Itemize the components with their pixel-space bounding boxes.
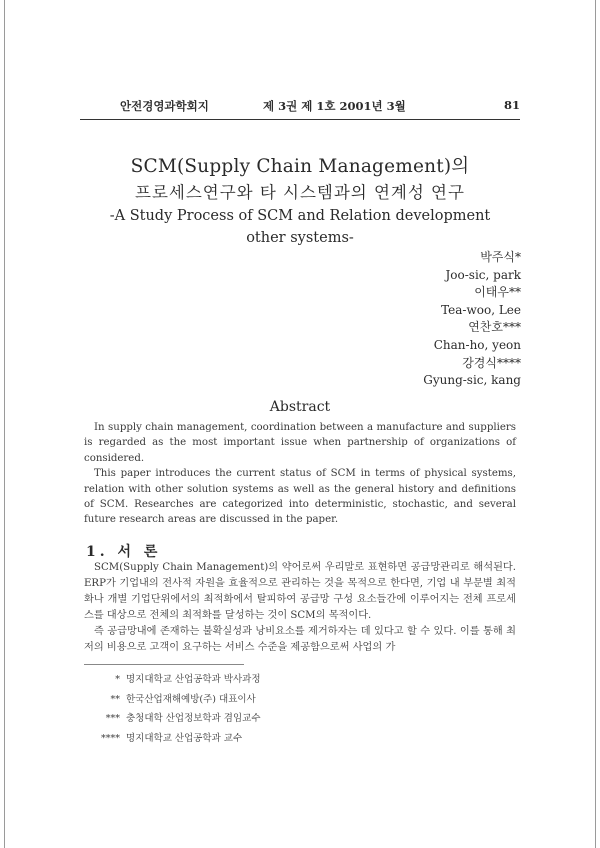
footnote	[84, 709, 261, 729]
footnote-text: 명지대학교 산업공학과 박사과정	[126, 674, 261, 685]
footnote-rule	[84, 664, 244, 665]
issue-info: 제 3권 제 1호 2001년 3월	[263, 99, 406, 113]
footnote-text: 한국산업재해예방(주) 대표이사	[126, 693, 256, 705]
footnote-mark: **	[110, 693, 120, 705]
subtitle-line-1: -A Study Process of SCM and Relation development	[109, 208, 491, 224]
author-2-korean: 이태우**	[474, 285, 521, 300]
footnote	[84, 729, 261, 749]
page-edge-right	[595, 0, 596, 848]
body-paragraph: 즉 공급망내에 존재하는 불확실성과 낭비요소를 제거하자는 데 있다고 할 수 있다. 이를 통해 최저의 비용으로 고객이 요구하는 서비스 수준을 제공함으로써 사업의 가	[84, 626, 516, 653]
footnote-mark: ****	[101, 732, 120, 744]
abstract-paragraph: This paper introduces the current status of SCM in terms of physical systems, relation with other solution systems as well as the general history and definitions of SCM. Researches are categorized into deterministic, stochastic, and several future research areas are discussed in the paper.	[84, 468, 516, 526]
page-number: 81	[503, 98, 520, 112]
abstract-body	[84, 420, 516, 528]
footnote	[84, 690, 261, 710]
author-3-korean: 연찬호***	[468, 320, 521, 335]
author-2-english: Tea-woo, Lee	[441, 302, 521, 317]
running-header	[80, 98, 520, 116]
footnote-mark: ***	[105, 713, 120, 724]
footnote-text: 명지대학교 산업공학과 교수	[126, 732, 243, 744]
section-heading: 1. 서 론	[86, 544, 162, 560]
author-list	[423, 249, 521, 390]
page-edge-left	[4, 0, 5, 848]
header-rule	[80, 119, 520, 120]
author-1-korean: 박주식*	[480, 250, 521, 264]
title-line-2: 프로세스연구와 타 시스템과의 연계성 연구	[135, 183, 465, 202]
abstract-heading: Abstract	[269, 399, 331, 415]
footnotes	[84, 670, 261, 748]
footnote-mark: *	[115, 674, 120, 685]
journal-name: 안전경영과학회지	[120, 99, 209, 113]
abstract-paragraph: In supply chain management, coordination between a manufacture and suppliers is regarded as the most important issue when partnership of organizations of considered.	[84, 422, 516, 464]
author-4-english: Gyung-sic, kang	[423, 373, 521, 388]
body-paragraph: SCM(Supply Chain Management)의 약어로써 우리말로 표현하면 공급망관리로 해석된다. ERP가 기업내의 전사적 자원을 효율적으로 관리하는 것을 목적으로 한다면, 기업 내 부문별 최적화나 개별 기업단위에서의 최적화에서 탈피하여 공급망 구성 요소들간에 이루어지는 전체 프로세스를 대상으로 전체의 최적화를 달성하는 것이 SCM의 목적이다.	[84, 562, 516, 621]
footnote	[84, 670, 261, 690]
title-line-1: SCM(Supply Chain Management)의	[130, 156, 470, 177]
footnote-text: 충청대학 산업정보학과 겸임교수	[126, 713, 261, 724]
author-4-korean: 강경식****	[462, 355, 521, 370]
author-3-english: Chan-ho, yeon	[433, 337, 521, 352]
section-body	[84, 560, 516, 656]
author-1-english: Joo-sic, park	[445, 267, 521, 282]
subtitle-line-2: other systems-	[246, 230, 354, 246]
